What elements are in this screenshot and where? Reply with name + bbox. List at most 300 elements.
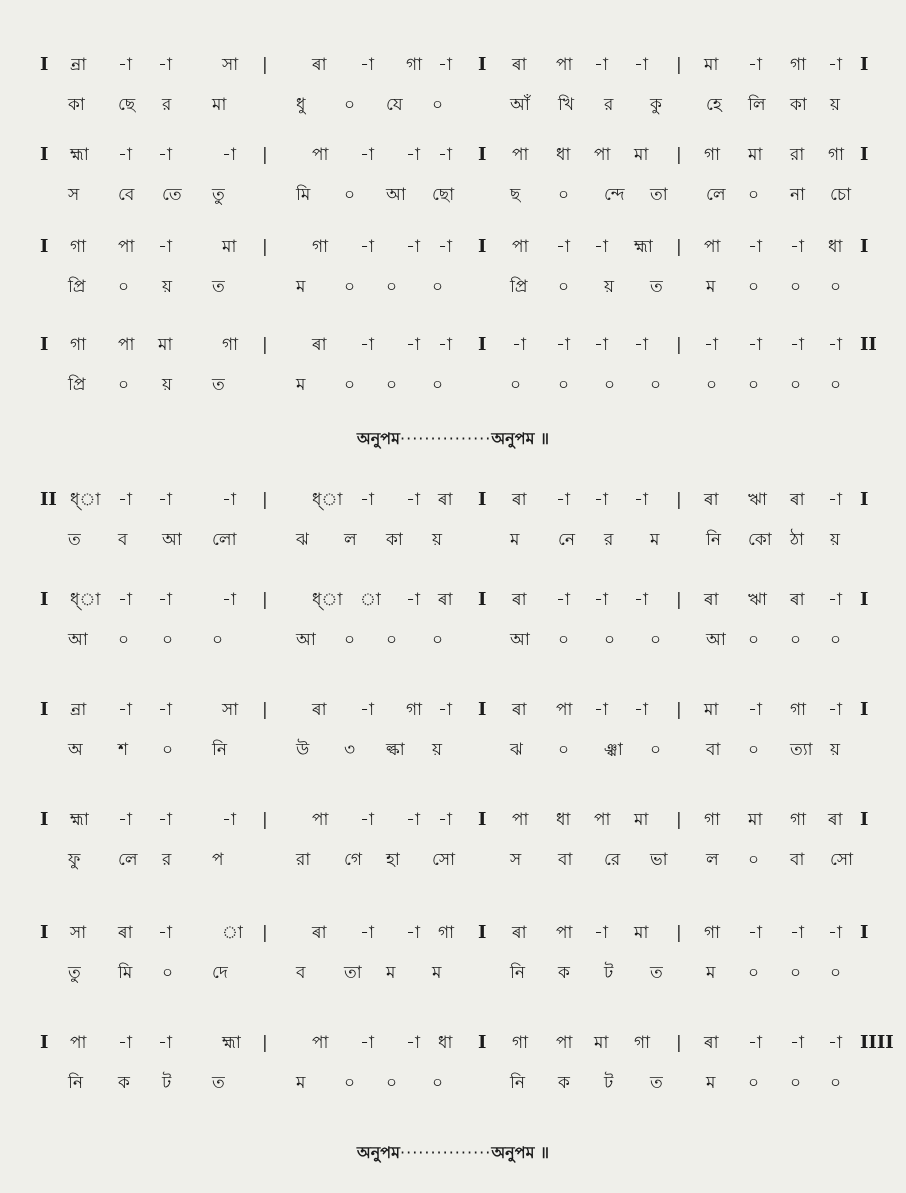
bar-line: I — [40, 334, 49, 355]
note: গা — [406, 700, 423, 720]
lyric-syllable: ০ — [162, 740, 174, 760]
note: -া — [512, 335, 527, 355]
bar-line: I — [478, 589, 487, 610]
bar-line: I — [478, 489, 487, 510]
lyric-syllable: বে — [118, 185, 135, 205]
lyric-syllable: না — [790, 185, 806, 205]
notes-row — [0, 140, 906, 170]
lyric-syllable: ০ — [558, 740, 570, 760]
note: -া — [360, 700, 375, 720]
lyric-syllable: ০ — [212, 630, 224, 650]
note: -া — [748, 55, 763, 75]
note: -া — [594, 237, 609, 257]
note: সা — [70, 923, 87, 943]
note: -া — [360, 923, 375, 943]
lyric-syllable: ০ — [558, 185, 570, 205]
lyric-syllable: ঠা — [790, 530, 805, 550]
lyric-syllable: ০ — [344, 1073, 356, 1093]
lyric-syllable: উ — [296, 740, 310, 760]
note: -া — [634, 590, 649, 610]
lyric-syllable: ক — [558, 963, 571, 983]
note: ঋা — [748, 490, 768, 510]
lyric-syllable: ০ — [386, 277, 398, 297]
bar-line: IIII — [860, 1032, 894, 1053]
lyric-syllable: ০ — [790, 375, 802, 395]
lyric-syllable: ত — [212, 375, 226, 395]
note: -া — [360, 490, 375, 510]
note: -া — [634, 335, 649, 355]
note: হ্মা — [70, 145, 90, 165]
lyric-syllable: নি — [510, 963, 526, 983]
bar-line: I — [860, 144, 869, 165]
note: গা — [406, 55, 423, 75]
note: ৰা — [512, 55, 528, 75]
note: গা — [704, 923, 721, 943]
bar-line: | — [262, 700, 268, 720]
note: ধ্া — [70, 590, 101, 610]
lyric-syllable: ০ — [748, 630, 760, 650]
lyric-syllable: যে — [386, 95, 404, 115]
bar-line: I — [478, 334, 487, 355]
notes-row — [0, 50, 906, 80]
lyric-syllable: ০ — [432, 95, 444, 115]
lyric-syllable: ০ — [748, 963, 760, 983]
note: মা — [222, 237, 237, 257]
lyric-syllable: র — [162, 850, 172, 870]
divider-dots: ··············· — [400, 1143, 492, 1162]
lyric-syllable: মা — [212, 95, 227, 115]
lyric-syllable: ০ — [510, 375, 522, 395]
lyric-syllable: ০ — [162, 630, 174, 650]
note: -া — [704, 335, 719, 355]
lyric-syllable: ০ — [830, 963, 842, 983]
note: -া — [158, 810, 173, 830]
note: -া — [406, 810, 421, 830]
lyric-syllable: ব — [118, 530, 128, 550]
note: ৰা — [704, 1033, 720, 1053]
notation-system — [0, 232, 906, 322]
lyric-syllable: ০ — [432, 1073, 444, 1093]
lyric-syllable: ম — [296, 1073, 306, 1093]
note: ন্ৰা — [70, 700, 87, 720]
note: -া — [828, 590, 843, 610]
lyric-syllable: ০ — [118, 277, 130, 297]
notes-row — [0, 585, 906, 615]
lyric-syllable: ল্কা — [386, 740, 406, 760]
note: -া — [790, 1033, 805, 1053]
bar-line: I — [478, 54, 487, 75]
bar-line: | — [676, 1033, 682, 1053]
bar-line: | — [262, 335, 268, 355]
bar-line: I — [860, 699, 869, 720]
note: -া — [118, 1033, 133, 1053]
note: ৰা — [438, 490, 454, 510]
lyric-syllable: ০ — [162, 963, 174, 983]
lyric-syllable: তে — [162, 185, 183, 205]
bar-line: | — [676, 335, 682, 355]
notes-row — [0, 918, 906, 948]
lyric-syllable: ০ — [790, 277, 802, 297]
lyric-syllable: খি — [558, 95, 575, 115]
lyric-syllable: ০ — [706, 375, 718, 395]
lyrics-row — [0, 958, 906, 988]
note: -া — [118, 490, 133, 510]
lyric-syllable: ০ — [558, 630, 570, 650]
bar-line: | — [262, 237, 268, 257]
lyric-syllable: ০ — [386, 375, 398, 395]
notes-row — [0, 695, 906, 725]
note: -া — [790, 335, 805, 355]
note: -া — [438, 700, 453, 720]
lyric-syllable: ত — [68, 530, 82, 550]
lyric-syllable: ছে — [118, 95, 136, 115]
note: গা — [790, 55, 807, 75]
note: -া — [406, 590, 421, 610]
note: পা — [118, 237, 135, 257]
lyric-syllable: ০ — [748, 740, 760, 760]
note: া — [222, 923, 244, 943]
bar-line: I — [860, 809, 869, 830]
note: হ্মা — [70, 810, 90, 830]
note: মা — [634, 923, 649, 943]
lyric-syllable: হা — [386, 850, 401, 870]
lyric-syllable: ০ — [650, 630, 662, 650]
lyric-syllable: ম — [296, 375, 306, 395]
note: -া — [438, 335, 453, 355]
note: -া — [158, 700, 173, 720]
lyric-syllable: ফু — [68, 850, 81, 870]
notation-system — [0, 140, 906, 230]
lyric-syllable: নে — [558, 530, 576, 550]
lyric-syllable: র — [604, 530, 614, 550]
lyric-syllable: দে — [212, 963, 229, 983]
note: -া — [222, 145, 237, 165]
note: ৰা — [312, 923, 328, 943]
lyric-syllable: আ — [296, 630, 317, 650]
lyric-syllable: তা — [650, 185, 669, 205]
lyric-syllable: ব — [296, 963, 306, 983]
notation-system — [0, 585, 906, 675]
note: -া — [634, 700, 649, 720]
lyric-syllable: য় — [432, 740, 443, 760]
lyric-syllable: ট — [162, 1073, 172, 1093]
notes-row — [0, 232, 906, 262]
lyric-syllable: নি — [510, 1073, 526, 1093]
note: -া — [828, 55, 843, 75]
notation-system — [0, 695, 906, 785]
bar-line: | — [262, 490, 268, 510]
lyric-syllable: ০ — [748, 277, 760, 297]
section-divider — [0, 424, 906, 454]
lyric-syllable: ০ — [558, 375, 570, 395]
lyric-syllable: ট — [604, 963, 614, 983]
note: মা — [634, 810, 649, 830]
note: ৰা — [512, 590, 528, 610]
bar-line: | — [676, 490, 682, 510]
note: রা — [790, 145, 805, 165]
notation-system — [0, 330, 906, 420]
lyric-syllable: কো — [748, 530, 773, 550]
divider-dots: ··············· — [400, 429, 492, 448]
lyric-syllable: ০ — [650, 740, 662, 760]
bar-line: I — [478, 144, 487, 165]
lyric-syllable: ০ — [790, 630, 802, 650]
bar-line: I — [478, 922, 487, 943]
lyric-syllable: ০ — [344, 95, 356, 115]
lyric-syllable: মি — [296, 185, 311, 205]
note: পা — [556, 700, 573, 720]
divider-left-label: অনুপম — [356, 1143, 401, 1162]
note: -া — [634, 490, 649, 510]
lyric-syllable: ম — [706, 277, 716, 297]
lyric-syllable: ত — [212, 1073, 226, 1093]
lyric-syllable: ০ — [386, 1073, 398, 1093]
lyric-syllable: বা — [790, 850, 805, 870]
lyric-syllable: ০ — [118, 630, 130, 650]
notation-system — [0, 805, 906, 895]
note: -া — [748, 1033, 763, 1053]
lyric-syllable: ০ — [830, 375, 842, 395]
note: গা — [312, 237, 329, 257]
lyrics-row — [0, 90, 906, 120]
lyric-syllable: প — [212, 850, 225, 870]
note: -া — [790, 237, 805, 257]
note: -া — [158, 145, 173, 165]
notation-system — [0, 918, 906, 1008]
lyric-syllable: ০ — [650, 375, 662, 395]
lyric-syllable: য় — [604, 277, 615, 297]
lyric-syllable: ট — [604, 1073, 614, 1093]
note: গা — [634, 1033, 651, 1053]
lyric-syllable: ঝ — [510, 740, 524, 760]
bar-line: I — [860, 236, 869, 257]
lyric-syllable: ০ — [432, 375, 444, 395]
note: ৰা — [512, 923, 528, 943]
lyric-syllable: ০ — [604, 375, 616, 395]
note: ৰা — [312, 55, 328, 75]
lyric-syllable: আঁ — [510, 95, 531, 115]
bar-line: | — [262, 145, 268, 165]
note: -া — [118, 700, 133, 720]
lyric-syllable: গে — [344, 850, 363, 870]
lyric-syllable: ম — [706, 1073, 716, 1093]
bar-line: | — [676, 700, 682, 720]
note: মা — [748, 810, 763, 830]
note: পা — [594, 145, 611, 165]
lyric-syllable: প্রি — [68, 375, 87, 395]
lyric-syllable: ০ — [790, 963, 802, 983]
note: -া — [158, 1033, 173, 1053]
lyric-syllable: ম — [386, 963, 396, 983]
lyric-syllable: আ — [510, 630, 531, 650]
lyric-syllable: অ — [68, 740, 84, 760]
lyric-syllable: ০ — [830, 630, 842, 650]
bar-line: I — [40, 699, 49, 720]
notes-row — [0, 1028, 906, 1058]
lyric-syllable: র — [604, 95, 614, 115]
lyric-syllable: ০ — [748, 850, 760, 870]
bar-line: | — [676, 923, 682, 943]
bar-line: I — [40, 922, 49, 943]
lyric-syllable: স — [68, 185, 80, 205]
lyric-syllable: ছো — [432, 185, 455, 205]
lyric-syllable: ০ — [344, 375, 356, 395]
bar-line: | — [262, 55, 268, 75]
note: পা — [704, 237, 721, 257]
note: -া — [360, 145, 375, 165]
note: হ্মা — [634, 237, 654, 257]
lyric-syllable: র — [162, 95, 172, 115]
lyric-syllable: ০ — [748, 1073, 760, 1093]
lyric-syllable: ০ — [604, 630, 616, 650]
lyric-syllable: ভা — [650, 850, 669, 870]
bar-line: | — [262, 1033, 268, 1053]
note: -া — [594, 700, 609, 720]
note: -া — [118, 145, 133, 165]
lyric-syllable: ম — [296, 277, 306, 297]
bar-line: II — [40, 489, 57, 510]
lyric-syllable: ত — [212, 277, 226, 297]
note: -া — [406, 1033, 421, 1053]
lyric-syllable: সো — [830, 850, 854, 870]
note: ধ্া — [70, 490, 101, 510]
bar-line: | — [262, 590, 268, 610]
lyric-syllable: ধু — [296, 95, 307, 115]
note: -া — [438, 810, 453, 830]
note: গা — [704, 145, 721, 165]
note: ধ্া — [312, 590, 343, 610]
lyric-syllable: নি — [706, 530, 722, 550]
note: -া — [222, 810, 237, 830]
lyric-syllable: ০ — [118, 375, 130, 395]
lyric-syllable: ত — [650, 1073, 664, 1093]
notes-row — [0, 330, 906, 360]
note: -া — [594, 923, 609, 943]
divider-left-label: অনুপম — [356, 429, 401, 448]
lyric-syllable: য় — [162, 375, 173, 395]
note: া — [360, 590, 382, 610]
note: পা — [70, 1033, 87, 1053]
note: ৰা — [312, 700, 328, 720]
lyric-syllable: ০ — [432, 277, 444, 297]
bar-line: | — [676, 55, 682, 75]
lyric-syllable: য় — [830, 530, 841, 550]
note: -া — [828, 490, 843, 510]
note: -া — [158, 55, 173, 75]
lyric-syllable: ০ — [344, 630, 356, 650]
lyric-syllable: ম — [510, 530, 520, 550]
lyric-syllable: কু — [650, 95, 663, 115]
lyrics-row — [0, 845, 906, 875]
lyric-syllable: হে — [706, 95, 723, 115]
lyric-syllable: রা — [296, 850, 311, 870]
lyric-syllable: আ — [706, 630, 727, 650]
note: -া — [360, 55, 375, 75]
lyric-syllable: বা — [706, 740, 721, 760]
lyrics-row — [0, 625, 906, 655]
note: -া — [748, 335, 763, 355]
lyric-syllable: ম — [706, 963, 716, 983]
notes-row — [0, 805, 906, 835]
note: পা — [312, 1033, 329, 1053]
note: হ্মা — [222, 1033, 242, 1053]
lyric-syllable: বা — [558, 850, 573, 870]
note: ৰা — [312, 335, 328, 355]
note: পা — [556, 923, 573, 943]
note: ৰা — [704, 490, 720, 510]
lyric-syllable: সো — [432, 850, 456, 870]
lyric-syllable: লো — [212, 530, 237, 550]
bar-line: | — [676, 590, 682, 610]
note: -া — [406, 490, 421, 510]
lyric-syllable: নি — [68, 1073, 84, 1093]
lyric-syllable: আ — [386, 185, 407, 205]
note: -া — [828, 335, 843, 355]
lyrics-row — [0, 525, 906, 555]
lyric-syllable: নি — [212, 740, 228, 760]
bar-line: I — [40, 236, 49, 257]
lyric-syllable: ০ — [830, 1073, 842, 1093]
note: -া — [158, 923, 173, 943]
lyric-syllable: ঝ — [296, 530, 310, 550]
note: -া — [828, 923, 843, 943]
notation-system — [0, 485, 906, 575]
bar-line: | — [676, 237, 682, 257]
lyric-syllable: শ — [118, 740, 129, 760]
lyric-syllable: ০ — [830, 277, 842, 297]
bar-line: I — [40, 589, 49, 610]
note: গা — [790, 810, 807, 830]
lyric-syllable: কা — [68, 95, 86, 115]
note: -া — [556, 490, 571, 510]
note: ধা — [556, 145, 571, 165]
note: ৰা — [512, 700, 528, 720]
note: -া — [158, 590, 173, 610]
note: -া — [118, 810, 133, 830]
note: মা — [704, 55, 719, 75]
lyric-syllable: য় — [830, 95, 841, 115]
note: -া — [594, 55, 609, 75]
bar-line: I — [40, 1032, 49, 1053]
bar-line: I — [860, 922, 869, 943]
bar-line: I — [860, 54, 869, 75]
note: গা — [70, 335, 87, 355]
note: -া — [594, 590, 609, 610]
lyric-syllable: ৩ — [344, 740, 356, 760]
bar-line: I — [40, 809, 49, 830]
bar-line: I — [478, 699, 487, 720]
note: -া — [222, 490, 237, 510]
bar-line: II — [860, 334, 877, 355]
note: সা — [222, 700, 239, 720]
note: -া — [828, 1033, 843, 1053]
lyrics-row — [0, 180, 906, 210]
lyric-syllable: ক — [558, 1073, 571, 1093]
note: পা — [512, 237, 529, 257]
bar-line: | — [676, 145, 682, 165]
lyric-syllable: চো — [830, 185, 852, 205]
note: গা — [70, 237, 87, 257]
note: পা — [556, 1033, 573, 1053]
note: ৰা — [118, 923, 134, 943]
note: গা — [790, 700, 807, 720]
note: -া — [406, 923, 421, 943]
note: পা — [512, 810, 529, 830]
note: -া — [438, 55, 453, 75]
note: পা — [594, 810, 611, 830]
note: ধা — [828, 237, 843, 257]
note: ধা — [438, 1033, 453, 1053]
